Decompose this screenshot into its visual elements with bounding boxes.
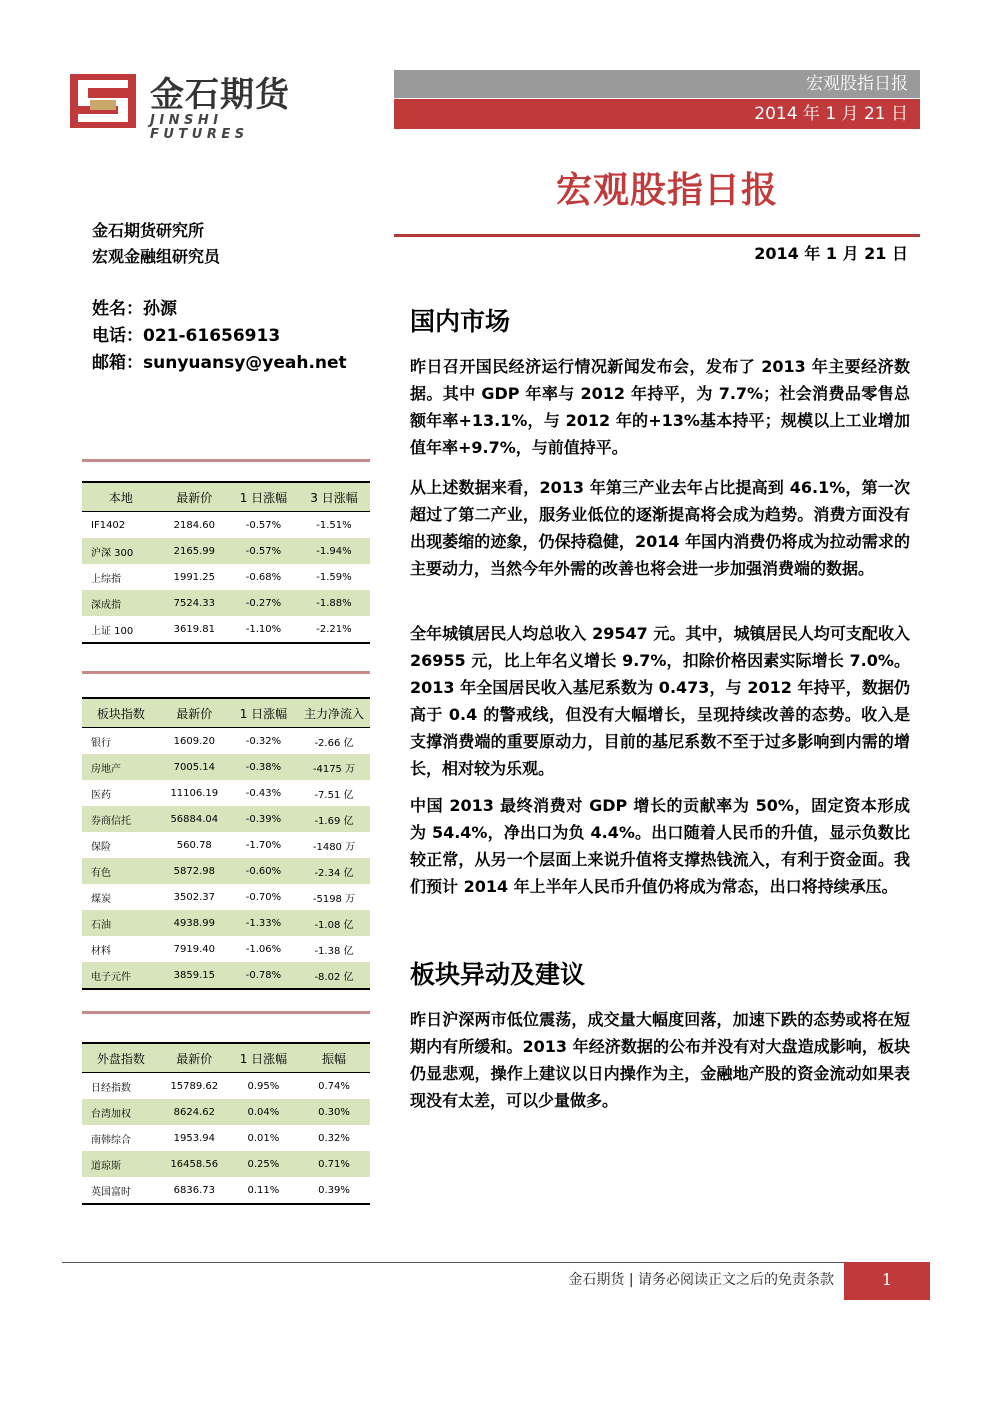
value-cell: 3859.15	[160, 962, 229, 989]
author-email[interactable]: 邮箱：sunyuansy@yeah.net	[92, 353, 347, 373]
value-cell: -0.43%	[245, 787, 282, 799]
sector-index-table	[82, 697, 370, 990]
index-name-cell: 英国富时	[82, 1177, 160, 1204]
value-cell: 0.71%	[298, 1151, 370, 1177]
header-band-bottom	[394, 99, 920, 129]
column-header: 主力净流入	[298, 698, 370, 728]
logo-name-en: JINSHI FUTURES	[150, 113, 249, 142]
table-divider	[82, 671, 370, 674]
table-row	[82, 1151, 370, 1177]
table-divider	[82, 459, 370, 462]
value-cell: -0.32%	[245, 735, 282, 747]
value-cell: -7.51 亿	[314, 789, 354, 801]
value-cell: 0.39%	[298, 1177, 370, 1204]
value-cell: -1.10%	[229, 616, 298, 643]
index-name-cell: IF1402	[91, 519, 126, 531]
table-row	[82, 1125, 370, 1151]
table-row	[82, 728, 370, 755]
index-name-cell: 医药	[91, 789, 111, 801]
table-row	[82, 780, 370, 806]
author-name: 姓名：孙源	[92, 299, 177, 319]
value-cell: 6836.73	[160, 1177, 229, 1204]
value-cell: 4938.99	[160, 910, 229, 936]
section-heading-domestic: 国内市场	[410, 307, 511, 336]
value-cell: -0.38%	[229, 754, 298, 780]
table-row	[82, 806, 370, 832]
header-report-type: 宏观股指日报	[806, 74, 908, 94]
value-cell: -0.39%	[229, 806, 298, 832]
index-name-cell: 煤炭	[91, 893, 111, 905]
value-cell: 0.95%	[247, 1080, 280, 1092]
value-cell: 11106.19	[170, 787, 219, 799]
column-header: 最新价	[160, 698, 229, 728]
value-cell: -1.33%	[229, 910, 298, 936]
index-name-cell: 台湾加权	[82, 1099, 160, 1125]
index-name-cell: 南韩综合	[91, 1134, 131, 1146]
value-cell: 2165.99	[160, 538, 229, 564]
table-row	[82, 962, 370, 989]
value-cell: -0.68%	[245, 571, 282, 583]
value-cell: 56884.04	[160, 806, 229, 832]
table-row	[82, 884, 370, 910]
value-cell: 0.04%	[229, 1099, 298, 1125]
author-contact	[92, 296, 347, 377]
value-cell: -0.57%	[245, 519, 282, 531]
index-name-cell: 有色	[82, 858, 160, 884]
value-cell: -0.57%	[229, 538, 298, 564]
value-cell: -1.59%	[316, 571, 352, 583]
table-row	[82, 858, 370, 884]
paragraph: 昨日召开国民经济运行情况新闻发布会，发布了 2013 年主要经济数据。其中 GDP 年率与 2012 年持平，为 7.7%；社会消费品零售总额年率+13.1%，与 2012 年的+13%基本持平；规模以上工业增加值年率+9.7%，与前值持平。	[410, 357, 910, 457]
index-name-cell: 深成指	[82, 590, 160, 616]
table-row	[82, 1177, 370, 1204]
index-name-cell: 银行	[91, 737, 111, 749]
value-cell: -8.02 亿	[298, 962, 370, 989]
column-header: 本地	[82, 482, 160, 512]
index-name-cell: 道琼斯	[82, 1151, 160, 1177]
table-row	[82, 1099, 370, 1125]
value-cell: -2.21%	[298, 616, 370, 643]
value-cell: 7005.14	[160, 754, 229, 780]
value-cell: 0.25%	[229, 1151, 298, 1177]
value-cell: 5872.98	[160, 858, 229, 884]
value-cell: 1953.94	[173, 1132, 215, 1144]
value-cell: 8624.62	[160, 1099, 229, 1125]
index-name-cell: 沪深 300	[82, 538, 160, 564]
column-header: 最新价	[160, 482, 229, 512]
logo-name-cn: 金石期货	[150, 75, 290, 115]
section-heading-sectors: 板块异动及建议	[410, 960, 586, 989]
index-name-cell: 材料	[91, 945, 111, 957]
jinshi-logo-icon	[70, 74, 136, 128]
value-cell: 15789.62	[170, 1080, 219, 1092]
column-header: 振幅	[298, 1043, 370, 1073]
header-date: 2014 年 1 月 21 日	[754, 104, 908, 124]
footer-disclaimer: 金石期货 | 请务必阅读正文之后的免责条款	[568, 1272, 834, 1288]
column-header: 1 日涨幅	[229, 1043, 298, 1073]
value-cell: 16458.56	[160, 1151, 229, 1177]
table-row	[82, 564, 370, 590]
value-cell: -0.60%	[229, 858, 298, 884]
value-cell: 0.30%	[298, 1099, 370, 1125]
value-cell: 0.74%	[318, 1080, 350, 1092]
table-row	[82, 512, 370, 539]
report-date: 2014 年 1 月 21 日	[754, 244, 908, 263]
foreign-index-table	[82, 1042, 370, 1205]
value-cell: 2184.60	[173, 519, 215, 531]
value-cell: -5198 万	[312, 893, 356, 905]
index-name-cell: 日经指数	[91, 1082, 131, 1094]
table-divider	[82, 1011, 370, 1014]
column-header: 1 日涨幅	[229, 698, 298, 728]
column-header: 1 日涨幅	[229, 482, 298, 512]
footer-divider	[62, 1262, 930, 1263]
index-name-cell: 房地产	[82, 754, 160, 780]
column-header: 外盘指数	[82, 1043, 160, 1073]
value-cell: 3502.37	[173, 891, 215, 903]
index-name-cell: 石油	[82, 910, 160, 936]
value-cell: -1480 万	[312, 841, 356, 853]
author-role: 宏观金融组研究员	[92, 247, 221, 266]
value-cell: -1.70%	[245, 839, 282, 851]
index-name-cell: 电子元件	[82, 962, 160, 989]
value-cell: 0.01%	[247, 1132, 280, 1144]
index-name-cell: 券商信托	[82, 806, 160, 832]
table-row	[82, 832, 370, 858]
author-phone: 电话：021-61656913	[92, 326, 281, 346]
report-title: 宏观股指日报	[555, 170, 778, 211]
local-index-table	[82, 481, 370, 644]
paragraph: 从上述数据来看，2013 年第三产业去年占比提高到 46.1%，第一次超过了第二产业，服务业低位的逐渐提高将会成为趋势。消费方面没有出现萎缩的迹象，仍保持稳健，2014 年国内消费仍将成为拉动需求的主要动力，当然今年外需的改善也将会进一步加强消费端的数据。	[410, 478, 910, 578]
value-cell: -1.94%	[298, 538, 370, 564]
value-cell: 0.11%	[229, 1177, 298, 1204]
value-cell: 560.78	[176, 839, 212, 851]
value-cell: -1.08 亿	[298, 910, 370, 936]
value-cell: -2.34 亿	[298, 858, 370, 884]
value-cell: -0.70%	[245, 891, 282, 903]
index-name-cell: 上综指	[91, 573, 121, 585]
paragraph: 全年城镇居民人均总收入 29547 元。其中，城镇居民人均可支配收入 26955 元，比上年名义增长 9.7%，扣除价格因素实际增长 7.0%。2013 年全国居民收入基尼系数为 0.473，与 2012 年持平，数据仍高于 0.4 的警戒线，但没有大幅增长，呈现持续改善的态势。收入是支撑消费端的重要原动力，目前的基尼系数不至于过多影响到内需的增长，相对较为乐观。	[410, 624, 910, 778]
institute-name: 金石期货研究所	[92, 221, 205, 240]
value-cell: -1.88%	[298, 590, 370, 616]
value-cell: -1.51%	[316, 519, 352, 531]
table-row	[82, 936, 370, 962]
value-cell: 3619.81	[160, 616, 229, 643]
value-cell: 0.32%	[318, 1132, 350, 1144]
column-header: 板块指数	[82, 698, 160, 728]
value-cell: -1.69 亿	[298, 806, 370, 832]
value-cell: -2.66 亿	[314, 737, 354, 749]
value-cell: 7524.33	[160, 590, 229, 616]
table-row	[82, 1073, 370, 1100]
value-cell: -1.38 亿	[314, 945, 354, 957]
value-cell: 1609.20	[173, 735, 215, 747]
value-cell: -4175 万	[298, 754, 370, 780]
table-row	[82, 616, 370, 643]
paragraph: 昨日沪深两市低位震荡，成交量大幅度回落，加速下跌的态势或将在短期内有所缓和。2013 年经济数据的公布并没有对大盘造成影响，板块仍显悲观，操作上建议以日内操作为主，金融地产股的资金流动如果表现没有太差，可以少量做多。	[410, 1010, 910, 1110]
column-header: 最新价	[160, 1043, 229, 1073]
column-header: 3 日涨幅	[298, 482, 370, 512]
value-cell: 7919.40	[173, 943, 215, 955]
page-number: 1	[844, 1262, 930, 1300]
paragraph: 中国 2013 最终消费对 GDP 增长的贡献率为 50%，固定资本形成为 54.4%，净出口为负 4.4%。出口随着人民币的升值，显示负数比较正常，从另一个层面上来说升值将支撑热钱流入，有利于资金面。我们预计 2014 年上半年人民币升值仍将成为常态，出口将持续承压。	[410, 796, 910, 896]
value-cell: -1.06%	[245, 943, 282, 955]
value-cell: -0.27%	[229, 590, 298, 616]
index-name-cell: 保险	[91, 841, 111, 853]
title-divider	[394, 234, 920, 237]
value-cell: -0.78%	[229, 962, 298, 989]
header-band-top	[394, 70, 920, 98]
table-row	[82, 538, 370, 564]
author-affiliation	[92, 218, 220, 270]
table-row	[82, 910, 370, 936]
value-cell: 1991.25	[173, 571, 215, 583]
company-logo	[70, 74, 315, 142]
table-row	[82, 590, 370, 616]
index-name-cell: 上证 100	[82, 616, 160, 643]
table-row	[82, 754, 370, 780]
